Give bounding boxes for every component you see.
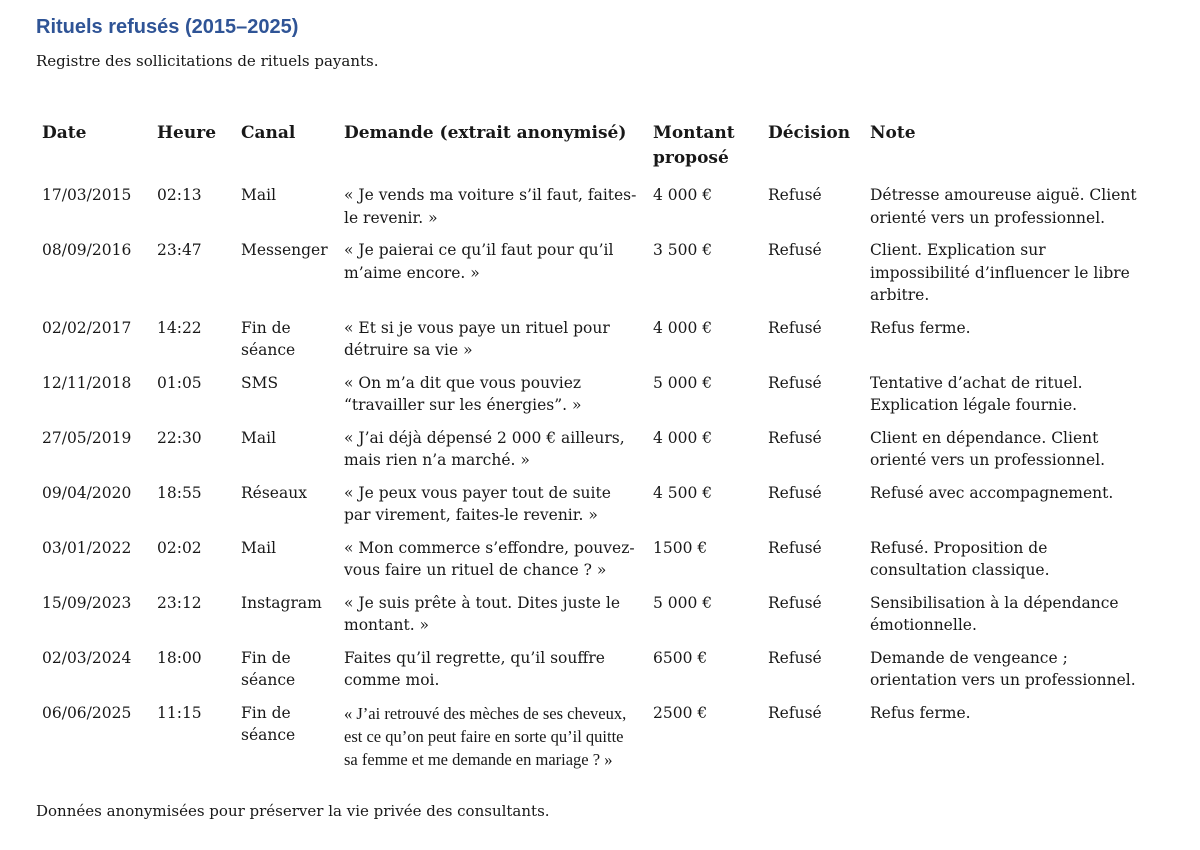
cell-date: 02/03/2024 — [42, 648, 132, 667]
cell-heure: 14:22 — [157, 318, 202, 337]
header-cell-canal: Canal — [241, 123, 296, 143]
cell-note: Refusé. Proposition de consultation classique. — [870, 538, 1050, 579]
cell-heure: 23:12 — [157, 593, 202, 612]
header-cell-demande: Demande (extrait anonymisé) — [344, 123, 627, 143]
cell-montant: 4 000 € — [653, 428, 713, 447]
cell-canal: Mail — [241, 538, 277, 557]
cell-decision: Refusé — [768, 593, 822, 612]
page-subtitle: Registre des sollicitations de rituels payants. — [36, 52, 379, 70]
header-cell-decision: Décision — [768, 123, 851, 143]
table-row — [42, 592, 1163, 647]
cell-heure: 22:30 — [157, 428, 202, 447]
table-row — [42, 647, 1163, 702]
cell-demande: « J’ai déjà dépensé 2 000 € ailleurs, mais rien n’a marché. » — [344, 428, 625, 469]
cell-decision: Refusé — [768, 318, 822, 337]
cell-decision: Refusé — [768, 648, 822, 667]
cell-date: 09/04/2020 — [42, 483, 132, 502]
cell-canal: Messenger — [241, 241, 328, 259]
cell-demande: « Je suis prête à tout. Dites juste le montant. » — [344, 593, 620, 634]
cell-demande: Faites qu’il regrette, qu’il souffre comme moi. — [344, 648, 605, 689]
table-row — [42, 427, 1163, 482]
cell-decision: Refusé — [768, 241, 822, 259]
cell-note: Demande de vengeance ; orientation vers un professionnel. — [870, 648, 1136, 689]
cell-date: 15/09/2023 — [42, 593, 132, 612]
cell-decision: Refusé — [768, 703, 822, 722]
cell-note: Refus ferme. — [870, 318, 971, 337]
cell-demande: « Et si je vous paye un rituel pour détruire sa vie » — [344, 318, 610, 359]
cell-decision: Refusé — [768, 483, 822, 502]
cell-demande: « On m’a dit que vous pouviez “travailler sur les énergies”. » — [344, 373, 582, 414]
cell-heure: 02:02 — [157, 538, 202, 557]
cell-canal: Réseaux — [241, 483, 307, 502]
table-row — [42, 537, 1163, 592]
cell-date: 08/09/2016 — [42, 241, 132, 259]
cell-demande: « Je paierai ce qu’il faut pour qu’il m’aime encore. » — [344, 241, 614, 282]
cell-date: 02/02/2017 — [42, 318, 132, 337]
table-row — [42, 702, 1163, 781]
header-cell-heure: Heure — [157, 123, 217, 143]
cell-date: 03/01/2022 — [42, 538, 132, 557]
cell-heure: 02:13 — [157, 186, 202, 204]
cell-montant: 4 000 € — [653, 318, 713, 337]
page-title: Rituels refusés (2015–2025) — [36, 16, 299, 38]
cell-note: Sensibilisation à la dépendance émotionnelle. — [870, 593, 1119, 634]
cell-heure: 11:15 — [157, 703, 202, 722]
cell-heure: 01:05 — [157, 373, 202, 392]
table-body — [42, 184, 1163, 781]
cell-montant: 4 000 € — [653, 186, 713, 204]
cell-demande: « J’ai retrouvé des mèches de ses cheveux, est ce qu’on peut faire en sorte qu’il quitte sa femme et me demande en mariage ? » — [344, 703, 627, 769]
cell-heure: 23:47 — [157, 241, 202, 259]
table-row — [42, 372, 1163, 427]
cell-date: 06/06/2025 — [42, 703, 132, 722]
cell-decision: Refusé — [768, 373, 822, 392]
cell-canal: Fin de séance — [241, 648, 296, 689]
header-cell-date: Date — [42, 123, 87, 143]
header-cell-montant: Montant proposé — [653, 123, 735, 168]
cell-note: Détresse amoureuse aiguë. Client orienté vers un professionnel. — [870, 186, 1137, 227]
cell-canal: Mail — [241, 186, 277, 204]
page-footer: Données anonymisées pour préserver la vie privée des consultants. — [36, 801, 550, 820]
table-row — [42, 239, 1163, 317]
cell-decision: Refusé — [768, 186, 822, 204]
cell-canal: Mail — [241, 428, 277, 447]
table-row — [42, 482, 1163, 537]
header-row — [42, 121, 1163, 184]
cell-demande: « Je peux vous payer tout de suite par virement, faites-le revenir. » — [344, 483, 611, 524]
cell-canal: Fin de séance — [241, 703, 296, 744]
cell-date: 12/11/2018 — [42, 373, 132, 392]
cell-decision: Refusé — [768, 428, 822, 447]
cell-note: Refusé avec accompagnement. — [870, 483, 1114, 502]
cell-note: Tentative d’achat de rituel. Explication légale fournie. — [870, 373, 1083, 414]
header-cell-note: Note — [870, 123, 916, 143]
cell-canal: SMS — [241, 373, 279, 392]
table-row — [42, 317, 1163, 372]
cell-montant: 3 500 € — [653, 241, 713, 259]
cell-montant: 5 000 € — [653, 373, 713, 392]
cell-canal: Fin de séance — [241, 318, 296, 359]
cell-date: 27/05/2019 — [42, 428, 132, 447]
cell-decision: Refusé — [768, 538, 822, 557]
cell-note: Client. Explication sur impossibilité d’influencer le libre arbitre. — [870, 241, 1130, 304]
cell-montant: 2500 € — [653, 703, 708, 722]
cell-note: Client en dépendance. Client orienté vers un professionnel. — [870, 428, 1106, 469]
cell-heure: 18:00 — [157, 648, 202, 667]
cell-note: Refus ferme. — [870, 703, 971, 722]
cell-canal: Instagram — [241, 593, 322, 612]
cell-demande: « Mon commerce s’effondre, pouvez-vous faire un rituel de chance ? » — [344, 538, 635, 579]
cell-demande: « Je vends ma voiture s’il faut, faites-le revenir. » — [344, 186, 637, 227]
rituals-table — [42, 121, 1163, 781]
cell-montant: 4 500 € — [653, 483, 713, 502]
cell-montant: 6500 € — [653, 648, 708, 667]
cell-montant: 5 000 € — [653, 593, 713, 612]
cell-date: 17/03/2015 — [42, 186, 132, 204]
table-row — [42, 184, 1163, 239]
cell-heure: 18:55 — [157, 483, 202, 502]
cell-montant: 1500 € — [653, 538, 708, 557]
